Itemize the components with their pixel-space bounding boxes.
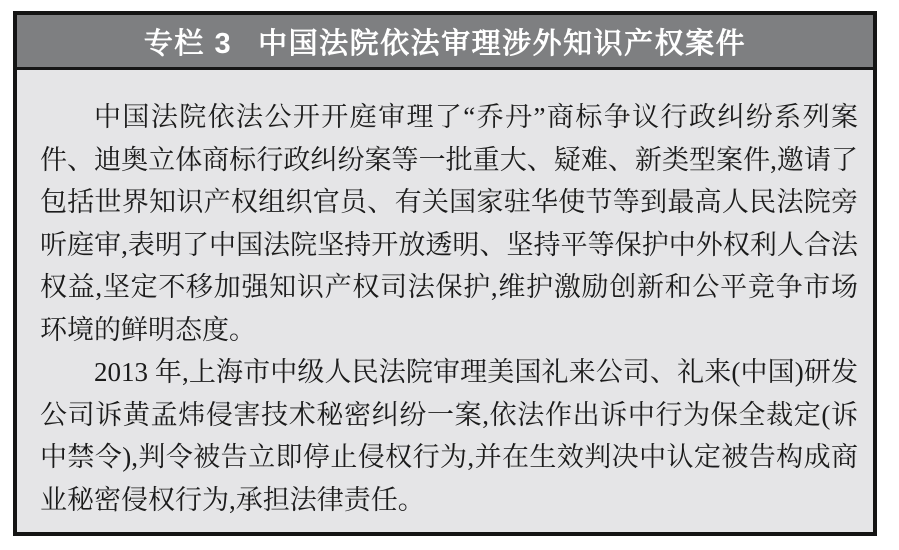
paragraph-lilly-case: 2013 年,上海市中级人民法院审理美国礼来公司、礼来(中国)研发公司诉黄孟炜侵害技术秘密纠纷一案,依法作出诉中行为保全裁定(诉中禁令),判令被告立即停止侵权行为,并在生效判决中认定被告构成商业秘密侵权行为,承担法律责任。 [40, 357, 858, 515]
paragraph-court-cases: 中国法院依法公开开庭审理了“乔丹”商标争议行政纠纷系列案件、迪奥立体商标行政纠纷案等一批重大、疑难、新类型案件,邀请了包括世界知识产权组织官员、有关国家驻华使节等到最高人民法院旁听庭审,表明了中国法院坚持开放透明、坚持平等保护中外权利人合法权益,坚定不移加强知识产权司法保护,维护激励创新和公平竞争市场环境的鲜明态度。 [40, 102, 858, 345]
column-box [13, 11, 877, 536]
column-title: 中国法院依法审理涉外知识产权案件 [258, 27, 747, 60]
column-body [17, 70, 873, 521]
column-number-label: 专栏 3 [143, 27, 233, 60]
column-header-bar [17, 15, 873, 70]
